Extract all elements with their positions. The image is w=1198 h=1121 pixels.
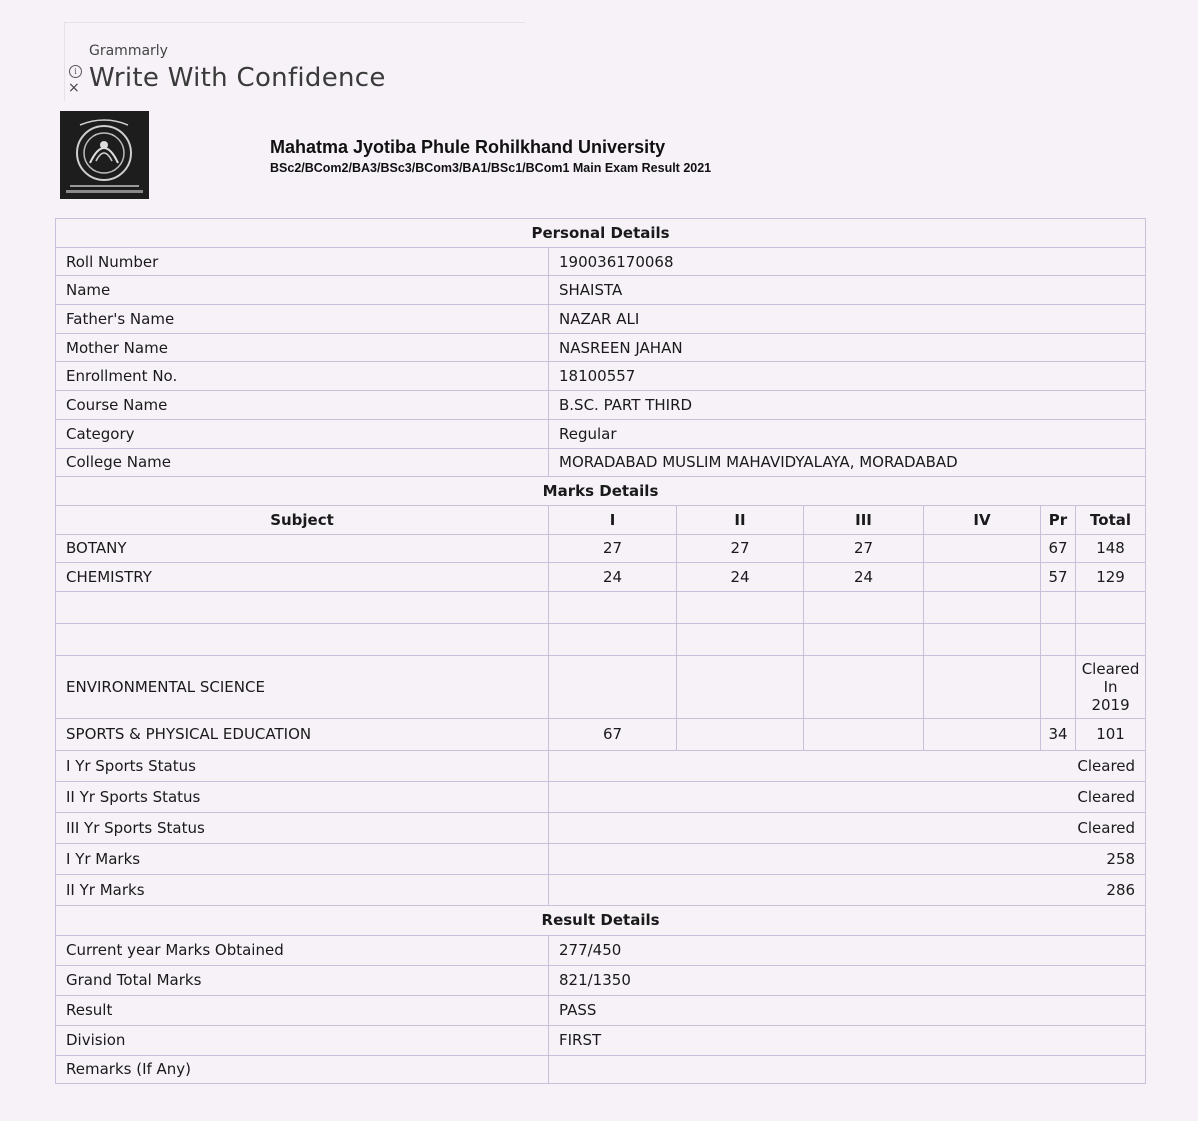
personal-details-title: Personal Details [56, 219, 1146, 248]
status-value: Cleared [549, 750, 1146, 781]
paper-3-marks [804, 591, 924, 623]
field-value: NASREEN JAHAN [549, 333, 1146, 362]
personal-row [56, 276, 1146, 305]
result-value: PASS [549, 995, 1146, 1025]
marks-row [56, 563, 1146, 592]
status-label: II Yr Marks [56, 874, 549, 905]
status-label: III Yr Sports Status [56, 812, 549, 843]
marks-row [56, 655, 1146, 718]
result-label: Current year Marks Obtained [56, 935, 549, 965]
status-row [56, 812, 1146, 843]
practical-marks: 34 [1041, 718, 1076, 750]
total-marks-status [1076, 655, 1146, 718]
grammarly-ad[interactable] [64, 22, 525, 101]
paper-3-marks: 27 [804, 534, 924, 563]
total-marks: 148 [1076, 534, 1146, 563]
university-name: Mahatma Jyotiba Phule Rohilkhand University [270, 137, 666, 157]
subject-name: BOTANY [56, 534, 549, 563]
field-label: College Name [56, 448, 549, 477]
paper-2-marks: 24 [677, 563, 804, 592]
paper-4-marks [924, 623, 1041, 655]
ad-close-icon[interactable]: × [68, 80, 80, 96]
result-label: Result [56, 995, 549, 1025]
paper-2-marks: 27 [677, 534, 804, 563]
result-row [56, 1025, 1146, 1055]
marks-details-title: Marks Details [56, 477, 1146, 506]
practical-marks [1041, 655, 1076, 718]
subject-name [56, 623, 549, 655]
field-value: B.SC. PART THIRD [549, 391, 1146, 420]
total-marks: 129 [1076, 563, 1146, 592]
result-table [55, 218, 1146, 1084]
paper-4-marks [924, 591, 1041, 623]
practical-marks [1041, 591, 1076, 623]
status-label: II Yr Sports Status [56, 781, 549, 812]
subject-name: ENVIRONMENTAL SCIENCE [56, 655, 549, 718]
result-value [549, 1055, 1146, 1083]
field-label: Course Name [56, 391, 549, 420]
personal-row [56, 419, 1146, 448]
status-line: In [1103, 677, 1118, 696]
field-label: Father's Name [56, 305, 549, 334]
field-value: Regular [549, 419, 1146, 448]
personal-row [56, 333, 1146, 362]
paper-3-marks: 24 [804, 563, 924, 592]
result-value: FIRST [549, 1025, 1146, 1055]
paper-1-marks [549, 623, 677, 655]
practical-marks: 57 [1041, 563, 1076, 592]
personal-details-header-row [56, 219, 1146, 248]
result-row [56, 995, 1146, 1025]
result-row [56, 1055, 1146, 1083]
status-line: 2019 [1091, 695, 1130, 714]
field-value: NAZAR ALI [549, 305, 1146, 334]
subject-name [56, 591, 549, 623]
personal-row [56, 391, 1146, 420]
result-value: 821/1350 [549, 965, 1146, 995]
paper-2-marks [677, 623, 804, 655]
marks-row-empty [56, 591, 1146, 623]
paper-2-marks [677, 591, 804, 623]
marks-row [56, 534, 1146, 563]
status-line: Cleared [1081, 659, 1140, 678]
marks-row [56, 718, 1146, 750]
field-label: Enrollment No. [56, 362, 549, 391]
total-marks [1076, 591, 1146, 623]
column-header-paper-3: III [804, 505, 924, 534]
university-logo [60, 111, 149, 199]
paper-3-marks [804, 718, 924, 750]
field-value: 18100557 [549, 362, 1146, 391]
paper-4-marks [924, 718, 1041, 750]
ad-headline[interactable]: Write With Confidence [89, 63, 386, 93]
marks-row-empty [56, 623, 1146, 655]
status-value: Cleared [549, 781, 1146, 812]
column-header-subject: Subject [56, 505, 549, 534]
paper-1-marks [549, 591, 677, 623]
total-marks [1076, 623, 1146, 655]
ad-info-icon[interactable]: i [69, 65, 82, 78]
status-row [56, 843, 1146, 874]
paper-3-marks [804, 655, 924, 718]
column-header-practical: Pr [1041, 505, 1076, 534]
university-emblem-icon [60, 111, 149, 199]
paper-1-marks: 24 [549, 563, 677, 592]
marks-details-header-row [56, 477, 1146, 506]
field-label: Mother Name [56, 333, 549, 362]
status-value: 258 [549, 843, 1146, 874]
status-label: I Yr Sports Status [56, 750, 549, 781]
field-label: Category [56, 419, 549, 448]
result-label: Division [56, 1025, 549, 1055]
column-header-total: Total [1076, 505, 1146, 534]
column-header-paper-1: I [549, 505, 677, 534]
paper-1-marks: 27 [549, 534, 677, 563]
exam-title: BSc2/BCom2/BA3/BSc3/BCom3/BA1/BSc1/BCom1 Main Exam Result 2021 [270, 161, 712, 175]
status-row [56, 874, 1146, 905]
field-label: Name [56, 276, 549, 305]
personal-row [56, 362, 1146, 391]
status-label: I Yr Marks [56, 843, 549, 874]
result-row [56, 965, 1146, 995]
field-value: MORADABAD MUSLIM MAHAVIDYALAYA, MORADABAD [549, 448, 1146, 477]
paper-2-marks [677, 655, 804, 718]
ad-brand: Grammarly [89, 43, 168, 59]
paper-4-marks [924, 655, 1041, 718]
practical-marks [1041, 623, 1076, 655]
field-value: SHAISTA [549, 276, 1146, 305]
paper-2-marks [677, 718, 804, 750]
status-row [56, 750, 1146, 781]
status-value: 286 [549, 874, 1146, 905]
personal-row [56, 448, 1146, 477]
result-details-title: Result Details [56, 905, 1146, 935]
result-row [56, 935, 1146, 965]
paper-1-marks [549, 655, 677, 718]
field-value: 190036170068 [549, 247, 1146, 276]
marks-column-header-row [56, 505, 1146, 534]
personal-row [56, 247, 1146, 276]
column-header-paper-2: II [677, 505, 804, 534]
personal-row [56, 305, 1146, 334]
result-value: 277/450 [549, 935, 1146, 965]
field-label: Roll Number [56, 247, 549, 276]
practical-marks: 67 [1041, 534, 1076, 563]
paper-1-marks: 67 [549, 718, 677, 750]
paper-4-marks [924, 563, 1041, 592]
status-value: Cleared [549, 812, 1146, 843]
result-label: Grand Total Marks [56, 965, 549, 995]
paper-3-marks [804, 623, 924, 655]
result-details-header-row [56, 905, 1146, 935]
total-marks: 101 [1076, 718, 1146, 750]
paper-4-marks [924, 534, 1041, 563]
result-label: Remarks (If Any) [56, 1055, 549, 1083]
status-row [56, 781, 1146, 812]
column-header-paper-4: IV [924, 505, 1041, 534]
subject-name: SPORTS & PHYSICAL EDUCATION [56, 718, 549, 750]
subject-name: CHEMISTRY [56, 563, 549, 592]
